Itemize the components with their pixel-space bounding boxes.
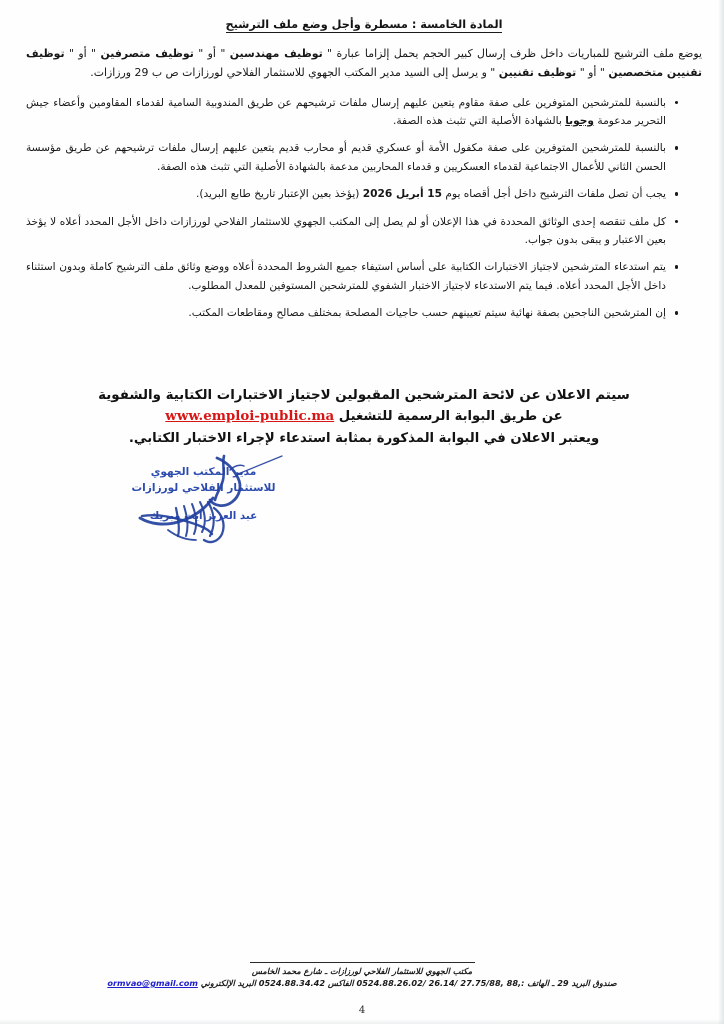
page-title-text: المادة الخامسة : مسطرة وأجل وضع ملف الترشيح — [225, 18, 503, 31]
footer-po-box-label: صندوق البريد 29 ـ الهاتف : — [521, 978, 617, 988]
list-item — [26, 94, 678, 131]
bullet-text-after: بالشهادة الأصلية التي تثبث هذه الصفة. — [392, 114, 566, 127]
footer-divider — [250, 962, 475, 963]
document-content — [26, 0, 702, 450]
page-footer — [0, 962, 724, 988]
list-item — [26, 185, 678, 203]
job-title-technicians: توظيف تقنيين — [498, 65, 577, 79]
scan-edge-right — [718, 0, 724, 1024]
emploi-public-link[interactable]: www.emploi-public.ma — [165, 408, 335, 425]
bullet-text-before: بالنسبة للمترشحين المتوفرين على صفة مكفول الأمة أو عسكري قديم أو محارب قديم يتعين عليهم إرسال ملفات ترشيحهم عن طريق مؤسسة الحسن الثاني للأعمال الاجتماعية لقدماء العسكريين و قدماء المحاربين مدعمة بالشهادة الأصلية التي تثبث هذه الصفة. — [26, 142, 666, 173]
signature-name: عبد العزيز ايت مبريك — [149, 510, 258, 522]
footer-email-label: البريد الإلكتروني — [197, 978, 259, 988]
page-title — [26, 18, 702, 31]
intro-part-4: " أو " — [576, 65, 609, 79]
list-item — [26, 139, 678, 176]
page-number: 4 — [358, 1005, 366, 1016]
scan-edge-bottom — [0, 1019, 724, 1024]
intro-paragraph — [26, 45, 702, 83]
bullet-emphasis: وجوبا — [565, 114, 595, 127]
footer-fax-label: الفاكس — [325, 978, 357, 988]
job-title-administrators: توظيف متصرفين — [100, 47, 194, 60]
conditions-list — [26, 94, 702, 323]
job-title-specialized-technicians: توظيف تقنيين متخصصين — [26, 47, 702, 79]
job-title-engineers: توظيف مهندسين — [229, 47, 323, 60]
announcement-line-1: سيتم الاعلان عن لائحة المترشحين المقبولين لاجتياز الاختبارات الكتابية والشفوية — [98, 387, 630, 403]
announcement-block — [26, 385, 702, 450]
footer-phone-numbers: 0524.88.26.02/ 26.14/ 27.75/88, 88, — [356, 978, 522, 988]
announcement-line-2-text: عن طريق البوابة الرسمية للتشغيل — [334, 409, 563, 425]
list-item — [26, 258, 678, 295]
footer-fax-number: 0524.88.34.42 — [258, 978, 326, 988]
intro-part-1: يوضع ملف الترشيح للمباريات داخل ظرف إرسال كبير الحجم يحمل إلزاما عبارة " — [322, 47, 703, 60]
signature-title-line-1: مدير المكتب الجهوي — [150, 466, 257, 478]
signature-block — [72, 452, 312, 552]
list-item — [26, 213, 678, 250]
footer-email-link[interactable]: ormvao@gmail.com — [107, 978, 198, 988]
intro-part-3: " أو " — [64, 47, 101, 60]
bullet-text-before: يجب أن تصل ملفات الترشيح داخل أجل أقصاه يوم — [442, 188, 666, 201]
bullet-text-before: كل ملف تنقصه إحدى الوثائق المحددة في هذا الإعلان أو لم يصل إلى المكتب الجهوي للاستثمار الفلاحي لورزازات داخل الأجل المحدد أعلاه لا يؤخذ بعين الاعتبار و يبقى بدون جواب. — [26, 215, 666, 247]
list-item — [26, 304, 678, 322]
announcement-line-3: ويعتبر الاعلان في البوابة المذكورة بمثابة استدعاء لإجراء الاختبار الكتابي. — [128, 431, 600, 447]
intro-part-2: " أو " — [193, 47, 230, 60]
bullet-text-before: إن المترشحين الناجحين بصفة نهائية سيتم تعيينهم حسب حاجيات المصلحة بمختلف مصالح ومقاطعات المكتب. — [188, 307, 666, 320]
announcement-line-2 — [26, 406, 702, 428]
footer-address: مكتب الجهوي للاستثمار الفلاحي لورزازات ـ شارع محمد الخامس — [251, 966, 473, 976]
bullet-text-before: بالنسبة للمترشحين المتوفرين على صفة مقاوم يتعين عليهم إرسال ملفات ترشيحهم عن طريق المندوبية السامية لقدماء المقاومين وأعضاء جيش التحرير مدعومة — [26, 96, 666, 127]
signature-title-line-2: للاستثمار الفلاحي لورزازات — [131, 482, 276, 495]
bullet-text-before: يتم استدعاء المترشحين لاجتياز الاختبارات الكتابية على أساس استيفاء جميع الشروط المحددة أعلاه ووضع وثائق ملف الترشيح كاملة وبدون استثناء داخل الأجل المحدد أعلاه. فيما يتم الاستدعاء لاجتياز الاختبار الشفوي للمترشحين المستوفين للمعدل المطلوب. — [26, 261, 666, 292]
signature-title — [101, 464, 306, 497]
footer-contact — [0, 978, 724, 988]
intro-part-5: " و يرسل إلى السيد مدير المكتب الجهوي للاستثمار الفلاحي لورزازات ص ب 29 ورزازات. — [90, 65, 499, 79]
bullet-text-after: (يؤخذ بعين الإعتبار تاريخ طابع البريد). — [196, 188, 363, 201]
deadline-date: 15 أبريل 2026 — [362, 188, 443, 201]
